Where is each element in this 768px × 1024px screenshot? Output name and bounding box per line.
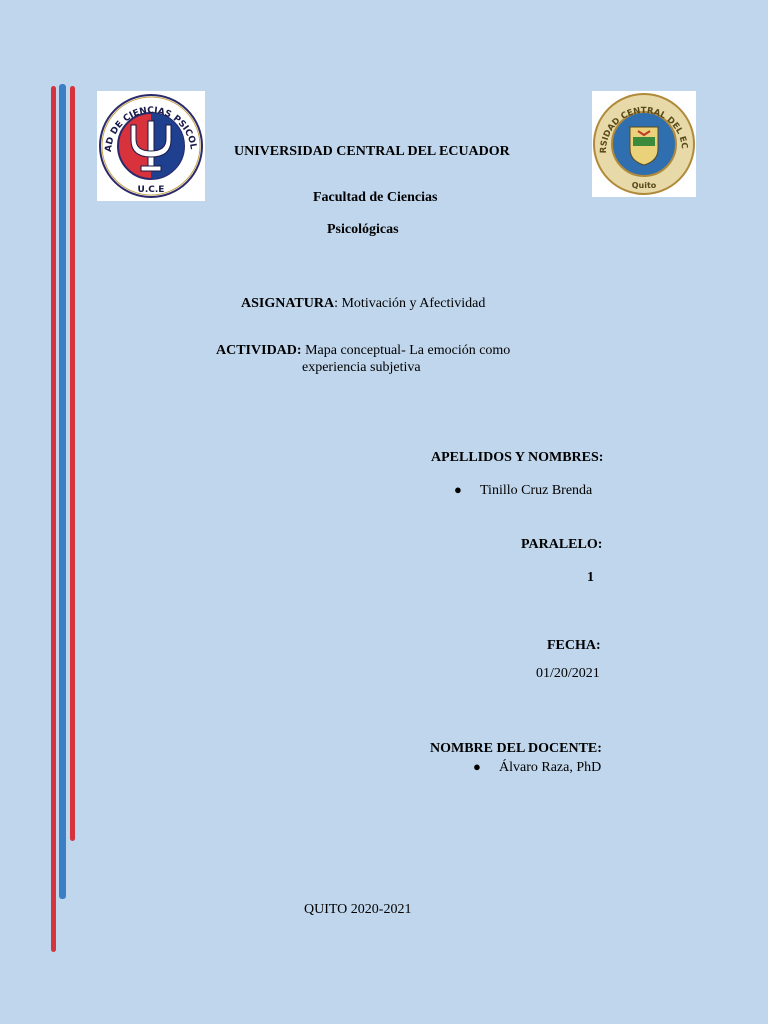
parallel-label: PARALELO: <box>521 537 603 552</box>
activity-label: ACTIVIDAD: <box>216 343 302 358</box>
student-bullet: ● <box>454 482 462 497</box>
subject-value: : Motivación y Afectividad <box>334 296 486 311</box>
parallel-value: 1 <box>587 570 594 585</box>
activity-line <box>216 342 510 359</box>
subject-line <box>241 295 485 312</box>
university-logo-ring-text: RSIDAD CENTRAL DEL EC <box>598 105 690 154</box>
student-name: Tinillo Cruz Brenda <box>480 483 593 498</box>
activity-value-line2: experiencia subjetiva <box>302 360 421 375</box>
footer-city-period: QUITO 2020-2021 <box>304 902 412 917</box>
faculty-logo-bottom-text: U.C.E <box>137 185 165 195</box>
decorative-bar-red-1 <box>51 86 56 952</box>
subject-label: ASIGNATURA <box>241 296 335 311</box>
faculty-name-line1: Facultad de Ciencias <box>313 190 438 205</box>
faculty-name-line2: Psicológicas <box>327 222 399 237</box>
university-name: UNIVERSIDAD CENTRAL DEL ECUADOR <box>234 144 510 159</box>
university-logo <box>592 91 696 197</box>
decorative-bar-red-2 <box>70 86 75 841</box>
activity-value-line1: Mapa conceptual- La emoción como <box>301 343 511 358</box>
teacher-label: NOMBRE DEL DOCENTE: <box>430 741 602 756</box>
date-label: FECHA: <box>547 638 601 653</box>
faculty-logo-ring-text: AD DE CIENCIAS PSICOL <box>103 105 198 153</box>
student-label: APELLIDOS Y NOMBRES: <box>431 450 604 465</box>
shield-icon <box>630 127 658 165</box>
teacher-name: Álvaro Raza, PhD <box>499 760 602 775</box>
decorative-bar-blue <box>59 84 66 899</box>
date-value: 01/20/2021 <box>536 666 600 681</box>
faculty-logo <box>97 91 205 201</box>
university-logo-bottom-text: Quito <box>631 181 657 190</box>
teacher-bullet: ● <box>473 759 481 774</box>
